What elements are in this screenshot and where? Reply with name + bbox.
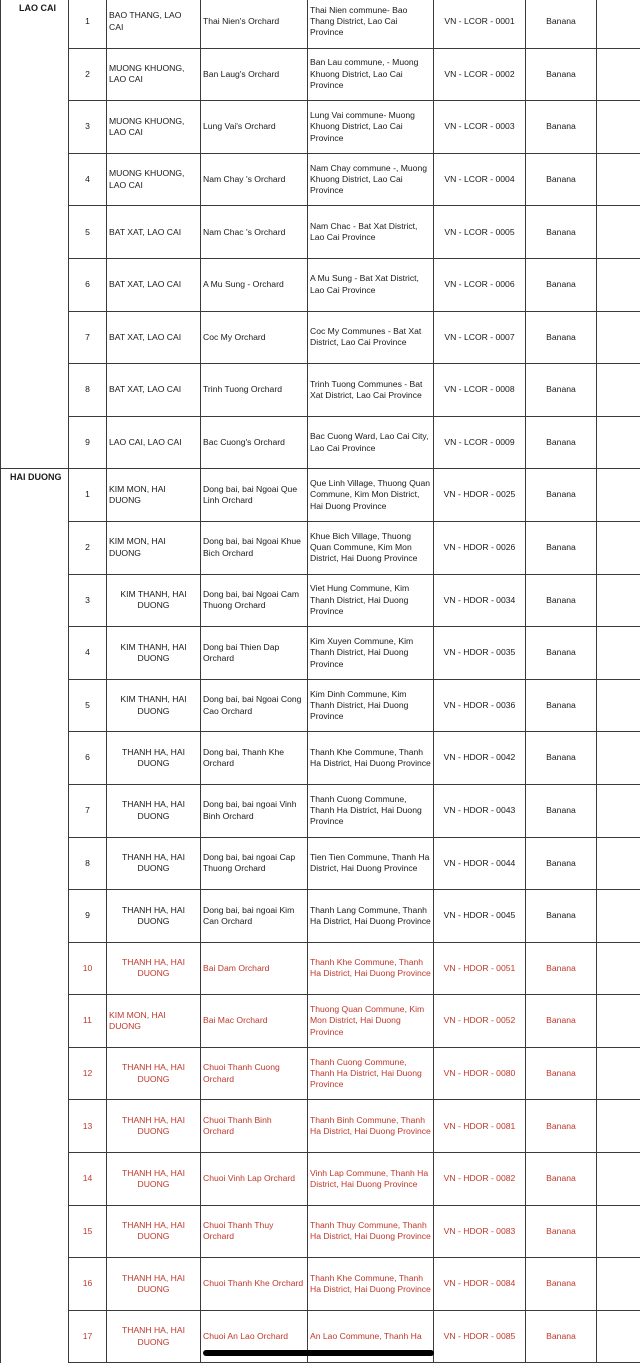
province-cell [1, 469, 69, 522]
table-row [1, 1258, 640, 1311]
district-cell: BAT XAT, LAO CAI [107, 206, 201, 259]
district-cell: KIM MON, HAI DUONG [107, 521, 201, 574]
province-cell [1, 1153, 69, 1206]
province-cell [1, 206, 69, 259]
orchard-code-cell: VN - HDOR - 0052 [434, 995, 526, 1048]
row-number-cell: 8 [69, 837, 107, 890]
address-cell: Thanh Khe Commune, Thanh Ha District, Hai Duong Province [308, 1258, 434, 1311]
row-number-cell: 16 [69, 1258, 107, 1311]
orchard-table-body [1, 0, 640, 1363]
orchard-code-cell: VN - LCOR - 0006 [434, 258, 526, 311]
district-cell: LAO CAI, LAO CAI [107, 416, 201, 469]
blank-cell [597, 258, 640, 311]
fruit-cell: Banana [526, 1205, 597, 1258]
orchard-code-cell: VN - LCOR - 0009 [434, 416, 526, 469]
address-cell: Thanh Khe Commune, Thanh Ha District, Hai Duong Province [308, 732, 434, 785]
table-row [1, 627, 640, 680]
province-cell [1, 258, 69, 311]
district-cell: BAT XAT, LAO CAI [107, 258, 201, 311]
blank-cell [597, 732, 640, 785]
row-number-cell: 2 [69, 521, 107, 574]
district-cell: THANH HA, HAI DUONG [107, 1047, 201, 1100]
orchard-code-cell: VN - HDOR - 0036 [434, 679, 526, 732]
orchard-name-cell: Nam Chay 's Orchard [201, 153, 308, 206]
province-cell [1, 995, 69, 1048]
province-cell [1, 1310, 69, 1363]
fruit-cell: Banana [526, 364, 597, 417]
blank-cell [597, 1153, 640, 1206]
province-cell [1, 364, 69, 417]
address-cell: A Mu Sung - Bat Xat District, Lao Cai Province [308, 258, 434, 311]
table-row [1, 258, 640, 311]
orchard-name-cell: Dong bai, bai Ngoai Que Linh Orchard [201, 469, 308, 522]
table-row [1, 469, 640, 522]
district-cell: KIM MON, HAI DUONG [107, 995, 201, 1048]
table-row [1, 995, 640, 1048]
blank-cell [597, 574, 640, 627]
province-label: HAI DUONG [10, 472, 62, 483]
orchard-code-cell: VN - LCOR - 0001 [434, 0, 526, 48]
row-number-cell: 1 [69, 0, 107, 48]
row-number-cell: 6 [69, 258, 107, 311]
orchard-code-cell: VN - HDOR - 0025 [434, 469, 526, 522]
orchard-name-cell: Bai Dam Orchard [201, 942, 308, 995]
orchard-code-cell: VN - HDOR - 0045 [434, 890, 526, 943]
row-number-cell: 10 [69, 942, 107, 995]
province-cell [1, 1205, 69, 1258]
table-row [1, 311, 640, 364]
blank-cell [597, 837, 640, 890]
blank-cell [597, 153, 640, 206]
address-cell: Thanh Cuong Commune, Thanh Ha District, Hai Duong Province [308, 1047, 434, 1100]
orchard-name-cell: Dong bai Thien Dap Orchard [201, 627, 308, 680]
district-cell: MUONG KHUONG, LAO CAI [107, 48, 201, 101]
province-cell [1, 48, 69, 101]
district-cell: THANH HA, HAI DUONG [107, 1153, 201, 1206]
province-cell [1, 311, 69, 364]
province-cell [1, 0, 69, 48]
fruit-cell: Banana [526, 679, 597, 732]
orchard-code-cell: VN - HDOR - 0042 [434, 732, 526, 785]
orchard-name-cell: Dong bai, bai ngoai Cap Thuong Orchard [201, 837, 308, 890]
province-cell [1, 942, 69, 995]
province-cell [1, 679, 69, 732]
district-cell: KIM THANH, HAI DUONG [107, 627, 201, 680]
blank-cell [597, 0, 640, 48]
orchard-code-cell: VN - HDOR - 0051 [434, 942, 526, 995]
fruit-cell: Banana [526, 1153, 597, 1206]
province-cell [1, 1100, 69, 1153]
district-cell: THANH HA, HAI DUONG [107, 890, 201, 943]
fruit-cell: Banana [526, 0, 597, 48]
district-cell: KIM MON, HAI DUONG [107, 469, 201, 522]
orchard-code-cell: VN - HDOR - 0035 [434, 627, 526, 680]
row-number-cell: 4 [69, 627, 107, 680]
row-number-cell: 5 [69, 206, 107, 259]
blank-cell [597, 1310, 640, 1363]
district-cell: KIM THANH, HAI DUONG [107, 679, 201, 732]
row-number-cell: 12 [69, 1047, 107, 1100]
row-number-cell: 7 [69, 311, 107, 364]
orchard-name-cell: Dong bai, bai ngoai Kim Can Orchard [201, 890, 308, 943]
province-label: LAO CAI [19, 2, 56, 13]
address-cell: Nam Chay commune -, Muong Khuong District, Lao Cai Province [308, 153, 434, 206]
district-cell: THANH HA, HAI DUONG [107, 1100, 201, 1153]
district-cell: THANH HA, HAI DUONG [107, 1310, 201, 1363]
home-indicator[interactable] [203, 1350, 434, 1356]
table-row [1, 890, 640, 943]
table-row [1, 574, 640, 627]
row-number-cell: 8 [69, 364, 107, 417]
province-cell [1, 101, 69, 154]
row-number-cell: 14 [69, 1153, 107, 1206]
address-cell: Thanh Lang Commune, Thanh Ha District, Hai Duong Province [308, 890, 434, 943]
province-cell [1, 574, 69, 627]
row-number-cell: 2 [69, 48, 107, 101]
blank-cell [597, 784, 640, 837]
orchard-name-cell: Lung Vai's Orchard [201, 101, 308, 154]
orchard-code-cell: VN - HDOR - 0026 [434, 521, 526, 574]
address-cell: An Lao Commune, Thanh Ha [308, 1310, 434, 1363]
table-row [1, 364, 640, 417]
address-cell: Trinh Tuong Communes - Bat Xat District, Lao Cai Province [308, 364, 434, 417]
district-cell: BAO THANG, LAO CAI [107, 0, 201, 48]
district-cell: BAT XAT, LAO CAI [107, 364, 201, 417]
table-row [1, 1047, 640, 1100]
fruit-cell: Banana [526, 890, 597, 943]
blank-cell [597, 48, 640, 101]
orchard-code-cell: VN - LCOR - 0003 [434, 101, 526, 154]
address-cell: Bac Cuong Ward, Lao Cai City, Lao Cai Province [308, 416, 434, 469]
orchard-code-cell: VN - LCOR - 0008 [434, 364, 526, 417]
district-cell: THANH HA, HAI DUONG [107, 942, 201, 995]
row-number-cell: 5 [69, 679, 107, 732]
orchard-code-cell: VN - HDOR - 0084 [434, 1258, 526, 1311]
table-row [1, 153, 640, 206]
orchard-code-cell: VN - HDOR - 0043 [434, 784, 526, 837]
row-number-cell: 3 [69, 574, 107, 627]
address-cell: Viet Hung Commune, Kim Thanh District, Hai Duong Province [308, 574, 434, 627]
orchard-code-cell: VN - LCOR - 0004 [434, 153, 526, 206]
table-row [1, 416, 640, 469]
row-number-cell: 3 [69, 101, 107, 154]
row-number-cell: 1 [69, 469, 107, 522]
row-number-cell: 7 [69, 784, 107, 837]
province-cell [1, 153, 69, 206]
address-cell: Ban Lau commune, - Muong Khuong District, Lao Cai Province [308, 48, 434, 101]
table-row [1, 732, 640, 785]
address-cell: Kim Xuyen Commune, Kim Thanh District, Hai Duong Province [308, 627, 434, 680]
fruit-cell: Banana [526, 48, 597, 101]
table-row [1, 0, 640, 48]
table-row [1, 1205, 640, 1258]
orchard-code-cell: VN - HDOR - 0044 [434, 837, 526, 890]
row-number-cell: 11 [69, 995, 107, 1048]
fruit-cell: Banana [526, 416, 597, 469]
blank-cell [597, 1100, 640, 1153]
orchard-name-cell: Chuoi Vinh Lap Orchard [201, 1153, 308, 1206]
orchard-name-cell: A Mu Sung - Orchard [201, 258, 308, 311]
blank-cell [597, 627, 640, 680]
province-cell [1, 627, 69, 680]
fruit-cell: Banana [526, 837, 597, 890]
blank-cell [597, 206, 640, 259]
district-cell: THANH HA, HAI DUONG [107, 784, 201, 837]
blank-cell [597, 1205, 640, 1258]
table-row [1, 942, 640, 995]
fruit-cell: Banana [526, 258, 597, 311]
orchard-name-cell: Coc My Orchard [201, 311, 308, 364]
orchard-name-cell: Chuoi Thanh Binh Orchard [201, 1100, 308, 1153]
table-row [1, 521, 640, 574]
orchard-name-cell: Chuoi Thanh Khe Orchard [201, 1258, 308, 1311]
district-cell: THANH HA, HAI DUONG [107, 1258, 201, 1311]
fruit-cell: Banana [526, 1258, 597, 1311]
table-row [1, 1153, 640, 1206]
fruit-cell: Banana [526, 627, 597, 680]
fruit-cell: Banana [526, 732, 597, 785]
blank-cell [597, 679, 640, 732]
district-cell: THANH HA, HAI DUONG [107, 837, 201, 890]
orchard-code-cell: VN - LCOR - 0005 [434, 206, 526, 259]
orchard-code-cell: VN - HDOR - 0034 [434, 574, 526, 627]
fruit-cell: Banana [526, 206, 597, 259]
blank-cell [597, 1258, 640, 1311]
row-number-cell: 9 [69, 890, 107, 943]
fruit-cell: Banana [526, 1310, 597, 1363]
orchard-name-cell: Thai Nien's Orchard [201, 0, 308, 48]
district-cell: MUONG KHUONG, LAO CAI [107, 101, 201, 154]
district-cell: KIM THANH, HAI DUONG [107, 574, 201, 627]
address-cell: Thai Nien commune- Bao Thang District, Lao Cai Province [308, 0, 434, 48]
orchard-name-cell: Chuoi Thanh Cuong Orchard [201, 1047, 308, 1100]
province-cell [1, 1258, 69, 1311]
table-row [1, 48, 640, 101]
orchard-name-cell: Nam Chac 's Orchard [201, 206, 308, 259]
address-cell: Vinh Lap Commune, Thanh Ha District, Hai Duong Province [308, 1153, 434, 1206]
fruit-cell: Banana [526, 469, 597, 522]
orchard-name-cell: Dong bai, bai Ngoai Cam Thuong Orchard [201, 574, 308, 627]
district-cell: BAT XAT, LAO CAI [107, 311, 201, 364]
address-cell: Thanh Khe Commune, Thanh Ha District, Hai Duong Province [308, 942, 434, 995]
province-cell [1, 1047, 69, 1100]
address-cell: Thuong Quan Commune, Kim Mon District, Hai Duong Province [308, 995, 434, 1048]
fruit-cell: Banana [526, 942, 597, 995]
blank-cell [597, 995, 640, 1048]
fruit-cell: Banana [526, 101, 597, 154]
orchard-name-cell: Dong bai, bai Ngoai Khue Bich Orchard [201, 521, 308, 574]
orchard-code-cell: VN - HDOR - 0083 [434, 1205, 526, 1258]
blank-cell [597, 469, 640, 522]
blank-cell [597, 942, 640, 995]
blank-cell [597, 416, 640, 469]
row-number-cell: 15 [69, 1205, 107, 1258]
address-cell: Coc My Communes - Bat Xat District, Lao Cai Province [308, 311, 434, 364]
blank-cell [597, 364, 640, 417]
row-number-cell: 9 [69, 416, 107, 469]
address-cell: Thanh Thuy Commune, Thanh Ha District, Hai Duong Province [308, 1205, 434, 1258]
orchard-name-cell: Trinh Tuong Orchard [201, 364, 308, 417]
blank-cell [597, 101, 640, 154]
district-cell: THANH HA, HAI DUONG [107, 732, 201, 785]
orchard-code-cell: VN - HDOR - 0081 [434, 1100, 526, 1153]
fruit-cell: Banana [526, 1047, 597, 1100]
table-row [1, 784, 640, 837]
orchard-name-cell: Ban Laug's Orchard [201, 48, 308, 101]
province-cell [1, 732, 69, 785]
table-row [1, 1100, 640, 1153]
orchard-name-cell: Dong bai, Thanh Khe Orchard [201, 732, 308, 785]
province-cell [1, 890, 69, 943]
orchard-name-cell: Bai Mac Orchard [201, 995, 308, 1048]
fruit-cell: Banana [526, 995, 597, 1048]
address-cell: Que Linh Village, Thuong Quan Commune, Kim Mon District, Hai Duong Province [308, 469, 434, 522]
blank-cell [597, 890, 640, 943]
blank-cell [597, 311, 640, 364]
fruit-cell: Banana [526, 784, 597, 837]
province-cell [1, 521, 69, 574]
orchard-code-cell: VN - LCOR - 0002 [434, 48, 526, 101]
orchard-name-cell: Chuoi Thanh Thuy Orchard [201, 1205, 308, 1258]
province-cell [1, 784, 69, 837]
fruit-cell: Banana [526, 153, 597, 206]
fruit-cell: Banana [526, 1100, 597, 1153]
orchard-name-cell: Dong bai, bai ngoai Vinh Binh Orchard [201, 784, 308, 837]
address-cell: Thanh Binh Commune, Thanh Ha District, Hai Duong Province [308, 1100, 434, 1153]
fruit-cell: Banana [526, 574, 597, 627]
orchard-code-cell: VN - LCOR - 0007 [434, 311, 526, 364]
province-cell [1, 416, 69, 469]
row-number-cell: 13 [69, 1100, 107, 1153]
district-cell: THANH HA, HAI DUONG [107, 1205, 201, 1258]
province-cell [1, 837, 69, 890]
orchard-code-cell: VN - HDOR - 0085 [434, 1310, 526, 1363]
row-number-cell: 17 [69, 1310, 107, 1363]
address-cell: Lung Vai commune- Muong Khuong District, Lao Cai Province [308, 101, 434, 154]
row-number-cell: 6 [69, 732, 107, 785]
fruit-cell: Banana [526, 521, 597, 574]
address-cell: Thanh Cuong Commune, Thanh Ha District, Hai Duong Province [308, 784, 434, 837]
orchard-name-cell: Bac Cuong's Orchard [201, 416, 308, 469]
address-cell: Tien Tien Commune, Thanh Ha District, Hai Duong Province [308, 837, 434, 890]
orchard-code-cell: VN - HDOR - 0080 [434, 1047, 526, 1100]
address-cell: Khue Bich Village, Thuong Quan Commune, Kim Mon District, Hai Duong Province [308, 521, 434, 574]
table-row [1, 679, 640, 732]
orchard-name-cell: Chuoi An Lao Orchard [201, 1310, 308, 1363]
table-row [1, 837, 640, 890]
table-row [1, 206, 640, 259]
blank-cell [597, 521, 640, 574]
table-row [1, 101, 640, 154]
address-cell: Kim Dinh Commune, Kim Thanh District, Hai Duong Province [308, 679, 434, 732]
orchard-name-cell: Dong bai, bai Ngoai Cong Cao Orchard [201, 679, 308, 732]
address-cell: Nam Chac - Bat Xat District, Lao Cai Province [308, 206, 434, 259]
row-number-cell: 4 [69, 153, 107, 206]
district-cell: MUONG KHUONG, LAO CAI [107, 153, 201, 206]
orchard-code-cell: VN - HDOR - 0082 [434, 1153, 526, 1206]
fruit-cell: Banana [526, 311, 597, 364]
blank-cell [597, 1047, 640, 1100]
